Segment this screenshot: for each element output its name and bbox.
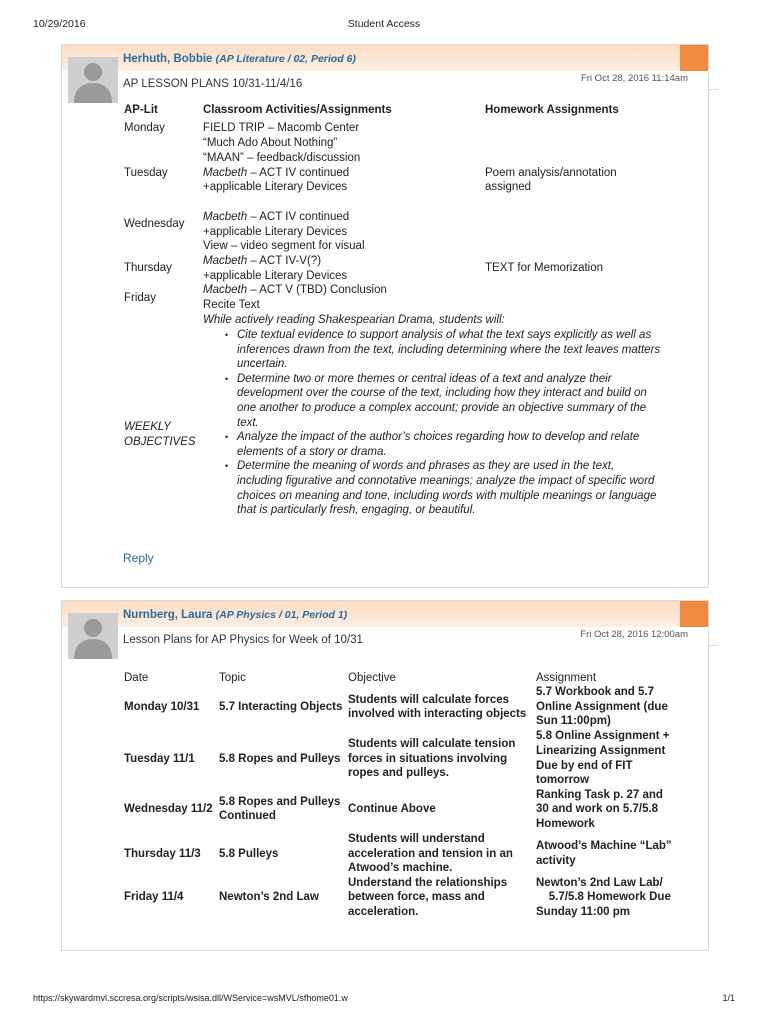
- row-objective: ropes and pulleys.: [348, 767, 449, 779]
- row-assignment: Due by end of FIT: [536, 760, 633, 772]
- row-date: Tuesday 11/1: [124, 753, 195, 765]
- row-objective: acceleration.: [348, 906, 419, 918]
- row-assignment: Online Assignment (due: [536, 701, 668, 713]
- row-topic: Newton’s 2nd Law: [219, 891, 319, 903]
- row-assignment: Sun 11:00pm): [536, 715, 611, 727]
- row-assignment: activity: [536, 855, 576, 867]
- objective-item: • Determine the meaning of words and phrases as they are used in the text, including figurative and connotative meanings; analyze the impact of specific word choices on meaning and tone, including words with multiple meanings or language that is particularly fresh, engaging, or beautiful.: [237, 459, 662, 517]
- homework-line: assigned: [485, 181, 532, 193]
- post-timestamp: Fri Oct 28, 2016 12:00am: [580, 629, 688, 640]
- row-date: Thursday 11/3: [124, 848, 201, 860]
- post-author[interactable]: [123, 609, 347, 621]
- row-assignment: Ranking Task p. 27 and: [536, 789, 663, 801]
- activity-line: View – video segment for visual: [203, 240, 365, 252]
- day-wednesday: Wednesday: [124, 218, 185, 230]
- activity-line: Macbeth – ACT V (TBD) Conclusion: [203, 284, 387, 296]
- header-homework: Homework Assignments: [485, 104, 619, 116]
- row-assignment: 30 and work on 5.7/5.8: [536, 803, 659, 815]
- objectives-list: [237, 328, 662, 518]
- day-friday: Friday: [124, 292, 156, 304]
- row-objective: Continue Above: [348, 803, 436, 815]
- author-name: Herhuth, Bobbie: [123, 53, 213, 65]
- activity-line: FIELD TRIP – Macomb Center: [203, 122, 360, 134]
- reply-link[interactable]: Reply: [123, 551, 154, 565]
- print-url: https://skywardmvl.sccresa.org/scripts/wsisa.dll/WService=wsMVL/sfhome01.w: [33, 993, 348, 1003]
- row-assignment: Atwood’s Machine “Lab”: [536, 840, 672, 852]
- row-topic: 5.8 Pulleys: [219, 848, 279, 860]
- avatar: [68, 613, 118, 659]
- row-assignment: 5.8 Online Assignment +: [536, 730, 670, 742]
- objective-item: • Determine two or more themes or central ideas of a text and analyze their development over the course of the text, including how they interact and build on one another to produce a complex account; provide an objective summary of the text.: [237, 372, 662, 430]
- activity-line: Recite Text: [203, 299, 260, 311]
- post-author[interactable]: [123, 53, 356, 65]
- header-assignment: Assignment: [536, 672, 597, 684]
- row-assignment: Sunday 11:00 pm: [536, 906, 630, 918]
- objective-item: • Cite textual evidence to support analysis of what the text says explicitly as well as inferences drawn from the text, including determining where the text leaves matters uncertain.: [237, 328, 662, 372]
- post-accent-tab: [680, 601, 708, 627]
- activity-line: +applicable Literary Devices: [203, 226, 348, 238]
- row-assignment: Homework: [536, 818, 595, 830]
- user-silhouette-icon: [68, 57, 118, 103]
- post-subject: AP LESSON PLANS 10/31-11/4/16: [123, 78, 303, 90]
- row-objective: Understand the relationships: [348, 877, 508, 889]
- row-assignment: 5.7 Workbook and 5.7: [536, 686, 655, 698]
- row-objective: between force, mass and: [348, 891, 485, 903]
- avatar: [68, 57, 118, 103]
- post-accent-tab: [680, 45, 708, 71]
- print-date: 10/29/2016: [33, 18, 86, 30]
- print-title: Student Access: [347, 18, 421, 30]
- course-info: (AP Physics / 01, Period 1): [215, 609, 348, 621]
- activity-line: “MAAN” – feedback/discussion: [203, 152, 361, 164]
- post-timestamp: Fri Oct 28, 2016 11:14am: [580, 73, 688, 84]
- row-objective: Students will understand: [348, 833, 485, 845]
- activity-line: While actively reading Shakespearian Drama, students will:: [203, 314, 505, 326]
- header-topic: Topic: [219, 672, 246, 684]
- row-date: Monday 10/31: [124, 701, 200, 713]
- row-topic: Continued: [219, 810, 276, 822]
- row-assignment: 5.7/5.8 Homework Due: [536, 891, 671, 903]
- row-assignment: Linearizing Assignment: [536, 745, 666, 757]
- author-name: Nurnberg, Laura: [123, 609, 213, 621]
- user-silhouette-icon: [68, 613, 118, 659]
- row-objective: forces in situations involving: [348, 753, 508, 765]
- post-subject: Lesson Plans for AP Physics for Week of 10/31: [123, 634, 363, 646]
- homework-line: Poem analysis/annotation: [485, 167, 617, 179]
- header-activities: Classroom Activities/Assignments: [203, 104, 392, 116]
- day-monday: Monday: [124, 122, 165, 134]
- row-assignment: tomorrow: [536, 774, 590, 786]
- activity-line: Macbeth – ACT IV-V(?): [203, 255, 322, 267]
- print-page-number: 1/1: [722, 993, 735, 1003]
- row-date: Friday 11/4: [124, 891, 184, 903]
- row-topic: 5.7 Interacting Objects: [219, 701, 343, 713]
- message-post-physics: [61, 600, 709, 951]
- activity-line: Macbeth – ACT IV continued: [203, 167, 350, 179]
- homework-line: TEXT for Memorization: [485, 262, 604, 274]
- weekly-label: OBJECTIVES: [124, 436, 196, 448]
- row-topic: 5.8 Ropes and Pulleys: [219, 753, 341, 765]
- day-tuesday: Tuesday: [124, 167, 168, 179]
- row-objective: Students will calculate forces: [348, 694, 510, 706]
- activity-line: +applicable Literary Devices: [203, 181, 348, 193]
- weekly-label: WEEKLY: [124, 421, 171, 433]
- message-post-literature: [61, 44, 709, 588]
- row-objective: Students will calculate tension: [348, 738, 516, 750]
- header-date: Date: [124, 672, 149, 684]
- row-objective: involved with interacting objects: [348, 708, 527, 720]
- activity-line: “Much Ado About Nothing”: [203, 137, 338, 149]
- activity-line: +applicable Literary Devices: [203, 270, 348, 282]
- row-objective: Atwood’s machine.: [348, 862, 453, 874]
- header-objective: Objective: [348, 672, 396, 684]
- row-date: Wednesday 11/2: [124, 803, 213, 815]
- row-topic: 5.8 Ropes and Pulleys: [219, 796, 341, 808]
- row-assignment: Newton’s 2nd Law Lab/: [536, 877, 663, 889]
- day-thursday: Thursday: [124, 262, 172, 274]
- objective-item: • Analyze the impact of the author’s choices regarding how to develop and relate elements of a story or drama.: [237, 430, 662, 459]
- activity-line: Macbeth – ACT IV continued: [203, 211, 350, 223]
- row-objective: acceleration and tension in an: [348, 848, 513, 860]
- course-info: (AP Literature / 02, Period 6): [215, 53, 356, 65]
- header-aplit: AP-Lit: [124, 104, 158, 116]
